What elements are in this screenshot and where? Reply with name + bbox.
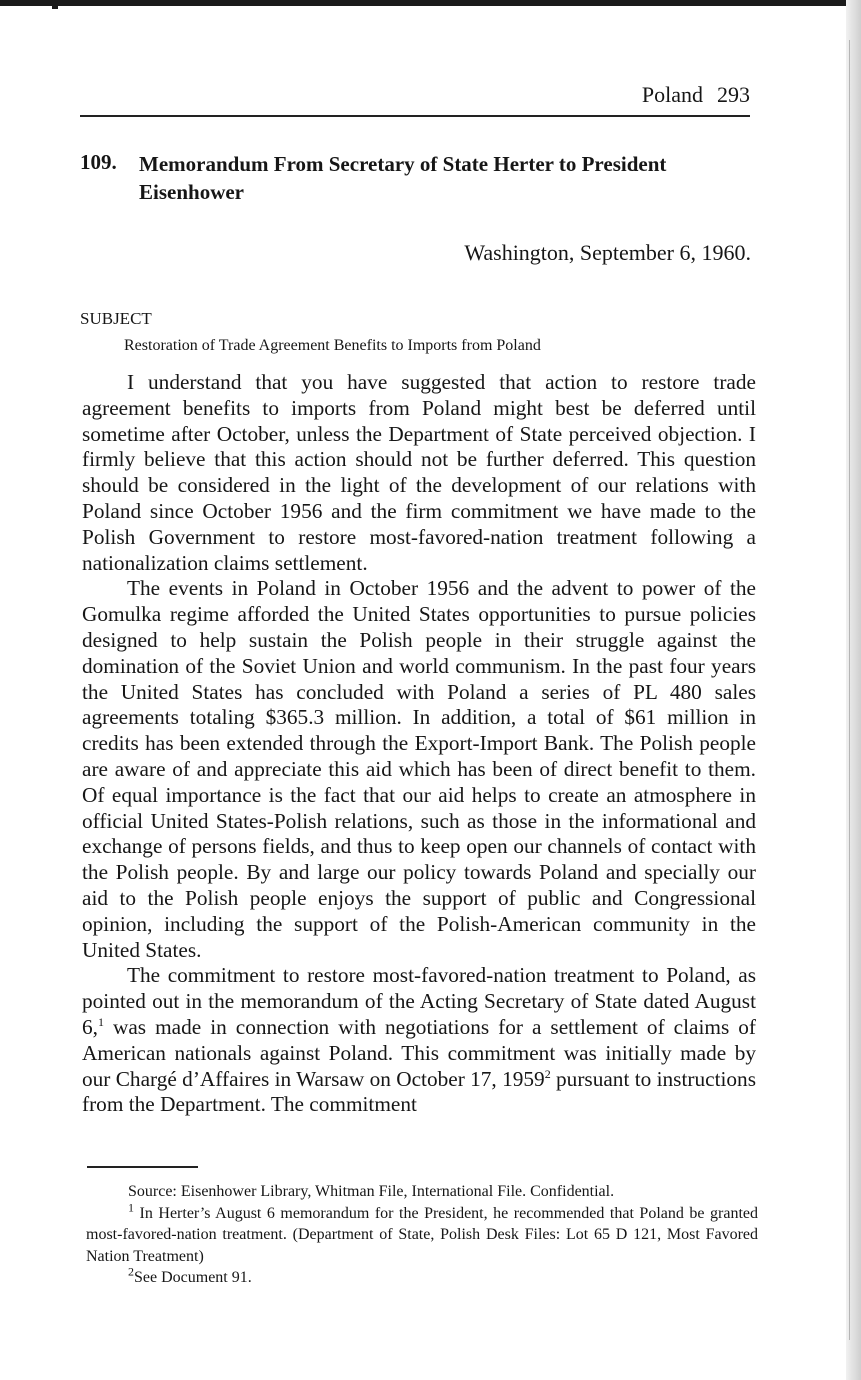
- running-head: [642, 82, 750, 108]
- scan-top-notch: [52, 0, 58, 9]
- footnote-2: [86, 1264, 758, 1289]
- document-title: Memorandum From Secretary of State Herter to President Eisenhower: [139, 152, 667, 204]
- paragraph-3-text-c: pursuant to instructions from the Department. The commitment: [82, 1066, 756, 1117]
- dateline: Washington, September 6, 1960.: [464, 240, 751, 265]
- source-note: Source: Eisenhower Library, Whitman File, International File. Confidential.: [128, 1183, 615, 1200]
- footnotes: [86, 1181, 758, 1289]
- footnote-1-text: In Herter’s August 6 memorandum for the President, he recommended that Poland be granted most-favored-nation treatment. (Department of State, Polish Desk Files: Lot 65 D 121, Most Favored Nation Treatment): [86, 1204, 759, 1265]
- paragraph-3-text-b: was made in connection with negotiations for a settlement of claims of American nationals against Poland. This commitment was initially made by our Chargé d’Affaires in Warsaw on October 17, 1959: [82, 1014, 756, 1091]
- footnote-ref-2: 2: [544, 1066, 551, 1081]
- subject-text: Restoration of Trade Agreement Benefits to Imports from Poland: [124, 337, 541, 354]
- running-title: Poland: [641, 82, 703, 107]
- subject-label: SUBJECT: [80, 309, 152, 328]
- scan-top-border: [0, 0, 861, 6]
- scan-right-edge-line: [849, 40, 850, 1340]
- header-rule: [80, 115, 750, 117]
- footnote-1-marker: 1: [128, 1200, 134, 1215]
- footnote-1: [86, 1200, 759, 1268]
- footnote-ref-1: 1: [97, 1014, 104, 1029]
- footnote-2-marker: 2: [128, 1264, 134, 1279]
- footnote-rule: [87, 1166, 198, 1168]
- body-paragraph-2: The events in Poland in October 1956 and the advent to power of the Gomulka regime afforded the United States opportunities to pursue policies designed to help sustain the Polish people in their struggle against the domination of the Soviet Union and world communism. In the past four years the United States has concluded with Poland a series of PL 480 sales agreements totaling $365.3 million. In addition, a total of $61 million in credits has been extended through the Export-Import Bank. The Polish people are aware of and appreciate this aid which has been of direct benefit to them. Of equal importance is the fact that our aid helps to create an atmosphere in official United States-Polish relations, such as those in the informational and exchange of persons fields, and thus to keep open our channels of contact with the Polish people. By and large our policy towards Poland and specially our aid to the Polish people enjoys the support of public and Congressional opinion, including the support of the Polish-American community in the United States.: [82, 576, 756, 962]
- body-paragraph-1: I understand that you have suggested that action to restore trade agreement benefits to imports from Poland might best be deferred until sometime after October, unless the Department of State perceived objection. I firmly believe that this action should not be further deferred. This question should be considered in the light of the development of our relations with Poland since October 1956 and the firm commitment we have made to the Polish Government to restore most-favored-nation treatment following a nationalization claims settlement.: [82, 370, 756, 575]
- document-number: 109.: [80, 150, 117, 174]
- memorandum-body: [82, 370, 756, 1118]
- paragraph-3-text-a: The commitment to restore most-favored-nation treatment to Poland, as pointed out in the memorandum of the Acting Secretary of State dated August 6,: [82, 963, 756, 1039]
- page-number: 293: [717, 82, 750, 107]
- body-paragraph-3: [82, 963, 756, 1118]
- footnote-2-text: See Document 91.: [134, 1269, 252, 1286]
